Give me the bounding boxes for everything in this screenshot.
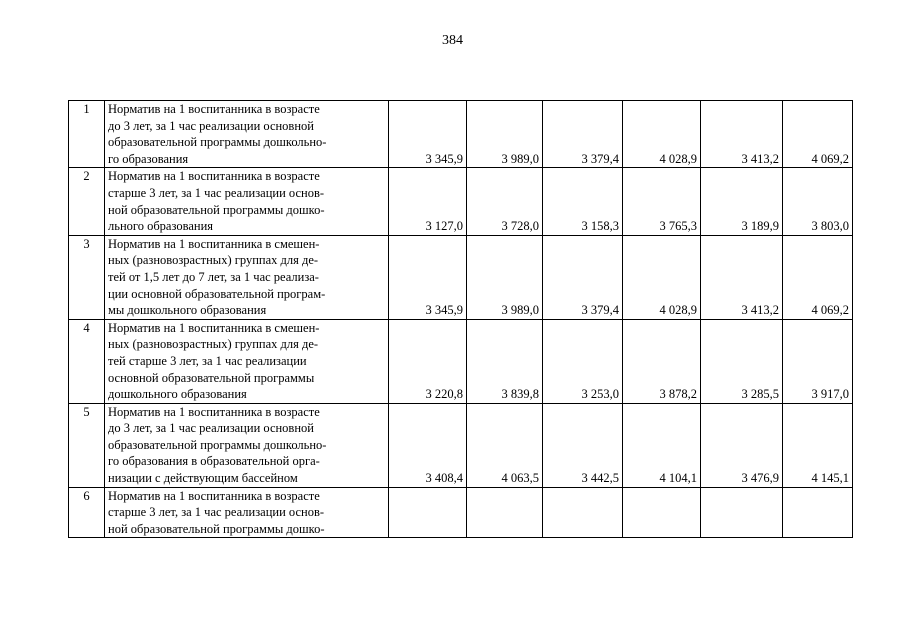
- description-line: мы дошкольного образования: [108, 303, 267, 318]
- table-row: [69, 168, 853, 235]
- value-cell: 4 145,1: [783, 403, 853, 487]
- table-row: [69, 235, 853, 319]
- row-number: 5: [69, 403, 105, 487]
- value-cell: 3 989,0: [467, 101, 543, 168]
- description-line: го образования: [108, 151, 189, 166]
- row-description: [105, 235, 389, 319]
- row-description: [105, 168, 389, 235]
- description-line: Норматив на 1 воспитанника в возрасте: [108, 169, 320, 184]
- row-number: 1: [69, 101, 105, 168]
- value-cell: 4 063,5: [467, 403, 543, 487]
- description-line: ных (разновозрастных) группах для де-: [108, 337, 319, 352]
- row-description: [105, 319, 389, 403]
- description-line: ции основной образовательной програм-: [108, 286, 326, 301]
- value-cell: 4 069,2: [783, 235, 853, 319]
- value-cell: 3 189,9: [701, 168, 783, 235]
- value-cell: [467, 487, 543, 538]
- value-cell: 3 345,9: [389, 235, 467, 319]
- description-line: Норматив на 1 воспитанника в возрасте: [108, 488, 320, 503]
- description-line: низации с действующим бассейном: [108, 471, 298, 486]
- value-cell: 3 408,4: [389, 403, 467, 487]
- row-number: 6: [69, 487, 105, 538]
- value-cell: 3 476,9: [701, 403, 783, 487]
- value-cell: 4 028,9: [623, 101, 701, 168]
- description-line: ной образовательной программы дошко-: [108, 202, 325, 217]
- description-line: ной образовательной программы дошко-: [108, 521, 325, 536]
- value-cell: 3 220,8: [389, 319, 467, 403]
- description-line: основной образовательной программы: [108, 370, 315, 385]
- row-description: [105, 487, 389, 538]
- description-line: образовательной программы дошкольно-: [108, 437, 327, 452]
- value-cell: 4 028,9: [623, 235, 701, 319]
- row-number: 3: [69, 235, 105, 319]
- value-cell: 3 379,4: [543, 101, 623, 168]
- row-description: [105, 403, 389, 487]
- norms-table: [68, 100, 853, 538]
- value-cell: 3 379,4: [543, 235, 623, 319]
- value-cell: 3 413,2: [701, 235, 783, 319]
- description-line: образовательной программы дошкольно-: [108, 135, 327, 150]
- description-line: дошкольного образования: [108, 387, 247, 402]
- description-line: тей старше 3 лет, за 1 час реализации: [108, 353, 307, 368]
- table-row: [69, 319, 853, 403]
- value-cell: 3 285,5: [701, 319, 783, 403]
- value-cell: [543, 487, 623, 538]
- row-number: 4: [69, 319, 105, 403]
- description-line: ных (разновозрастных) группах для де-: [108, 253, 319, 268]
- description-line: Норматив на 1 воспитанника в возрасте: [108, 102, 320, 116]
- value-cell: 3 989,0: [467, 235, 543, 319]
- value-cell: 3 442,5: [543, 403, 623, 487]
- row-number: 2: [69, 168, 105, 235]
- value-cell: 3 765,3: [623, 168, 701, 235]
- row-description: [105, 101, 389, 168]
- description-line: го образования в образовательной орга-: [108, 454, 320, 469]
- description-line: Норматив на 1 воспитанника в смешен-: [108, 320, 320, 335]
- value-cell: 3 253,0: [543, 319, 623, 403]
- description-line: Норматив на 1 воспитанника в возрасте: [108, 404, 320, 419]
- value-cell: 4 104,1: [623, 403, 701, 487]
- value-cell: [623, 487, 701, 538]
- value-cell: 3 158,3: [543, 168, 623, 235]
- value-cell: 3 127,0: [389, 168, 467, 235]
- value-cell: [701, 487, 783, 538]
- table-row: [69, 403, 853, 487]
- description-line: тей от 1,5 лет до 7 лет, за 1 час реализа-: [108, 269, 319, 284]
- page-number: 384: [442, 33, 463, 48]
- value-cell: 3 839,8: [467, 319, 543, 403]
- value-cell: 3 728,0: [467, 168, 543, 235]
- value-cell: 3 413,2: [701, 101, 783, 168]
- description-line: Норматив на 1 воспитанника в смешен-: [108, 236, 320, 251]
- value-cell: 3 917,0: [783, 319, 853, 403]
- description-line: льного образования: [108, 219, 214, 234]
- table-row: [69, 487, 853, 538]
- value-cell: 3 878,2: [623, 319, 701, 403]
- description-line: старше 3 лет, за 1 час реализации основ-: [108, 185, 325, 200]
- description-line: старше 3 лет, за 1 час реализации основ-: [108, 505, 325, 520]
- value-cell: 4 069,2: [783, 101, 853, 168]
- description-line: до 3 лет, за 1 час реализации основной: [108, 421, 314, 436]
- value-cell: 3 345,9: [389, 101, 467, 168]
- table-row: [69, 101, 853, 168]
- value-cell: [389, 487, 467, 538]
- value-cell: [783, 487, 853, 538]
- value-cell: 3 803,0: [783, 168, 853, 235]
- description-line: до 3 лет, за 1 час реализации основной: [108, 118, 314, 133]
